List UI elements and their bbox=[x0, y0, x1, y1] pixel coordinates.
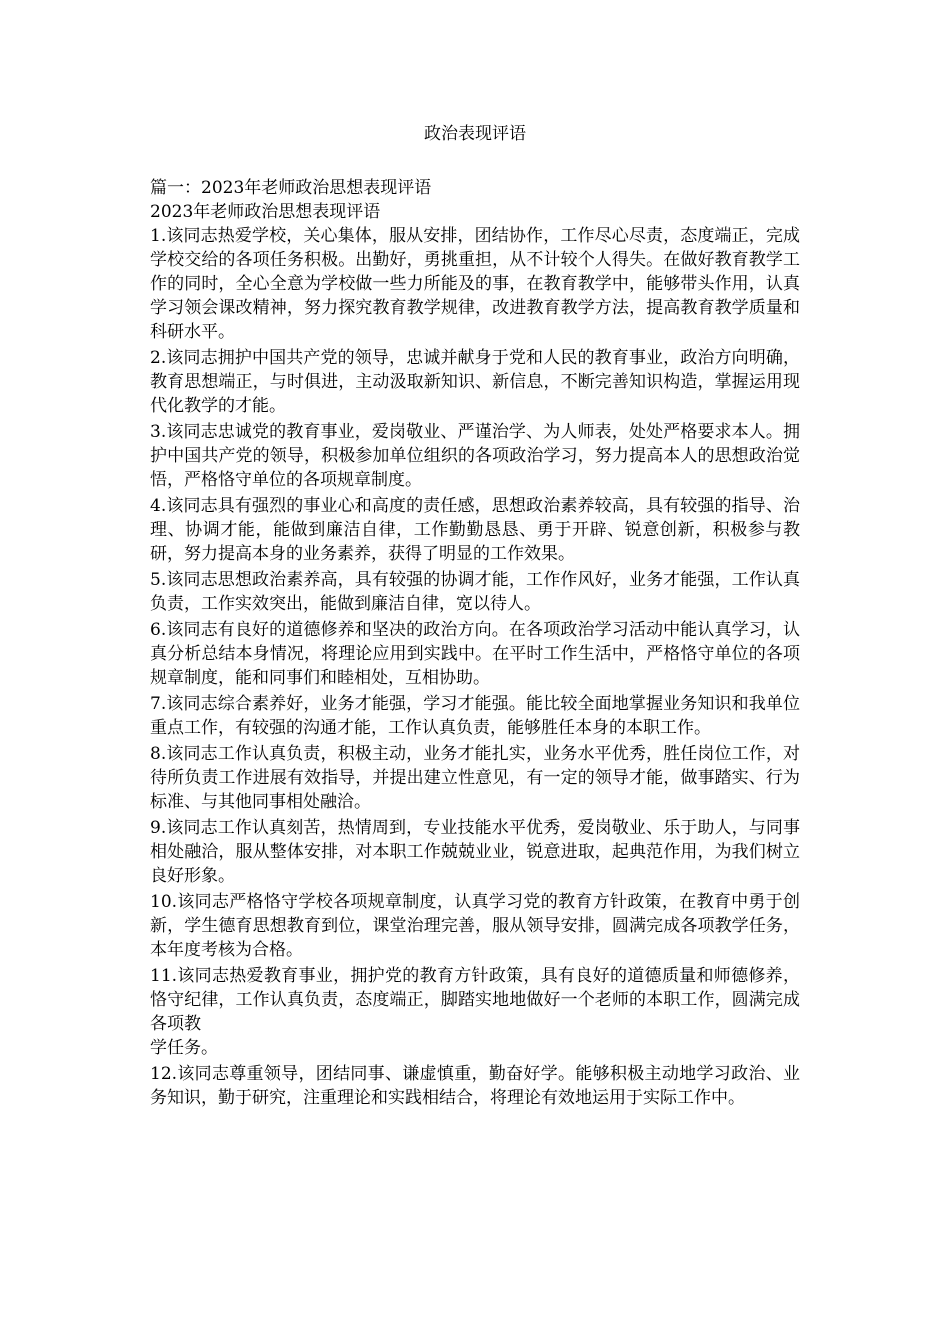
paragraph-12: 12.该同志尊重领导，团结同事、谦虚慎重，勤奋好学。能够积极主动地学习政治、业务知识，勤于研究，注重理论和实践相结合，将理论有效地运用于实际工作中。 bbox=[150, 1064, 800, 1108]
paragraph-11-continued: 学任务。 bbox=[150, 1038, 218, 1058]
document-page bbox=[150, 122, 800, 1112]
paragraph-1: 1.该同志热爱学校，关心集体，服从安排，团结协作，工作尽心尽责，态度端正，完成学校交给的各项任务积极。出勤好，勇挑重担，从不计较个人得失。在做好教育教学工作的同时，全心全意为学校做一些力所能及的事，在教育教学中，能够带头作用，认真学习领会课改精神，努力探究教育教学规律，改进教育教学方法，提高教育教学质量和科研水平。 bbox=[150, 226, 800, 342]
paragraph-2: 2.该同志拥护中国共产党的领导，忠诚并献身于党和人民的教育事业，政治方向明确，教育思想端正，与时俱进，主动汲取新知识、新信息，不断完善知识构造，掌握运用现代化教学的才能。 bbox=[150, 348, 800, 416]
paragraph-11: 11.该同志热爱教育事业，拥护党的教育方针政策，具有良好的道德质量和师德修养，恪守纪律，工作认真负责，态度端正，脚踏实地地做好一个老师的本职工作，圆满完成各项教 bbox=[150, 966, 800, 1034]
paragraph-9: 9.该同志工作认真刻苦，热情周到，专业技能水平优秀，爱岗敬业、乐于助人，与同事相处融洽，服从整体安排，对本职工作兢兢业业，锐意进取，起典范作用，为我们树立良好形象。 bbox=[150, 818, 800, 886]
paragraph-4: 4.该同志具有强烈的事业心和高度的责任感，思想政治素养较高，具有较强的指导、治理、协调才能，能做到廉洁自律，工作勤勤恳恳、勇于开辟、锐意创新，积极参与教研，努力提高本身的业务素养，获得了明显的工作效果。 bbox=[150, 496, 800, 564]
paragraph-10: 10.该同志严格恪守学校各项规章制度，认真学习党的教育方针政策，在教育中勇于创新，学生德育思想教育到位，课堂治理完善，服从领导安排，圆满完成各项教学任务，本年度考核为合格。 bbox=[150, 892, 800, 960]
document-title: 政治表现评语 bbox=[424, 124, 526, 144]
paragraph-6: 6.该同志有良好的道德修养和坚决的政治方向。在各项政治学习活动中能认真学习，认真分析总结本身情况，将理论应用到实践中。在平时工作生活中，严格恪守单位的各项规章制度，能和同事们和睦相处，互相协助。 bbox=[150, 620, 800, 688]
paragraph-7: 7.该同志综合素养好，业务才能强，学习才能强。能比较全面地掌握业务知识和我单位重点工作，有较强的沟通才能，工作认真负责，能够胜任本身的本职工作。 bbox=[150, 694, 800, 738]
paragraph-8: 8.该同志工作认真负责，积极主动，业务才能扎实，业务水平优秀，胜任岗位工作，对待所负责工作进展有效指导，并提出建立性意见，有一定的领导才能，做事踏实、行为标准、与其他同事相处融洽。 bbox=[150, 744, 800, 812]
sub-heading: 2023年老师政治思想表现评语 bbox=[150, 202, 381, 222]
paragraph-5: 5.该同志思想政治素养高，具有较强的协调才能，工作作风好，业务才能强，工作认真负责，工作实效突出，能做到廉洁自律，宽以待人。 bbox=[150, 570, 800, 614]
section-heading: 篇一：2023年老师政治思想表现评语 bbox=[150, 178, 432, 198]
paragraph-3: 3.该同志忠诚党的教育事业，爱岗敬业、严谨治学、为人师表，处处严格要求本人。拥护中国共产党的领导，积极参加单位组织的各项政治学习，努力提高本人的思想政治觉悟，严格恪守单位的各项规章制度。 bbox=[150, 422, 800, 490]
